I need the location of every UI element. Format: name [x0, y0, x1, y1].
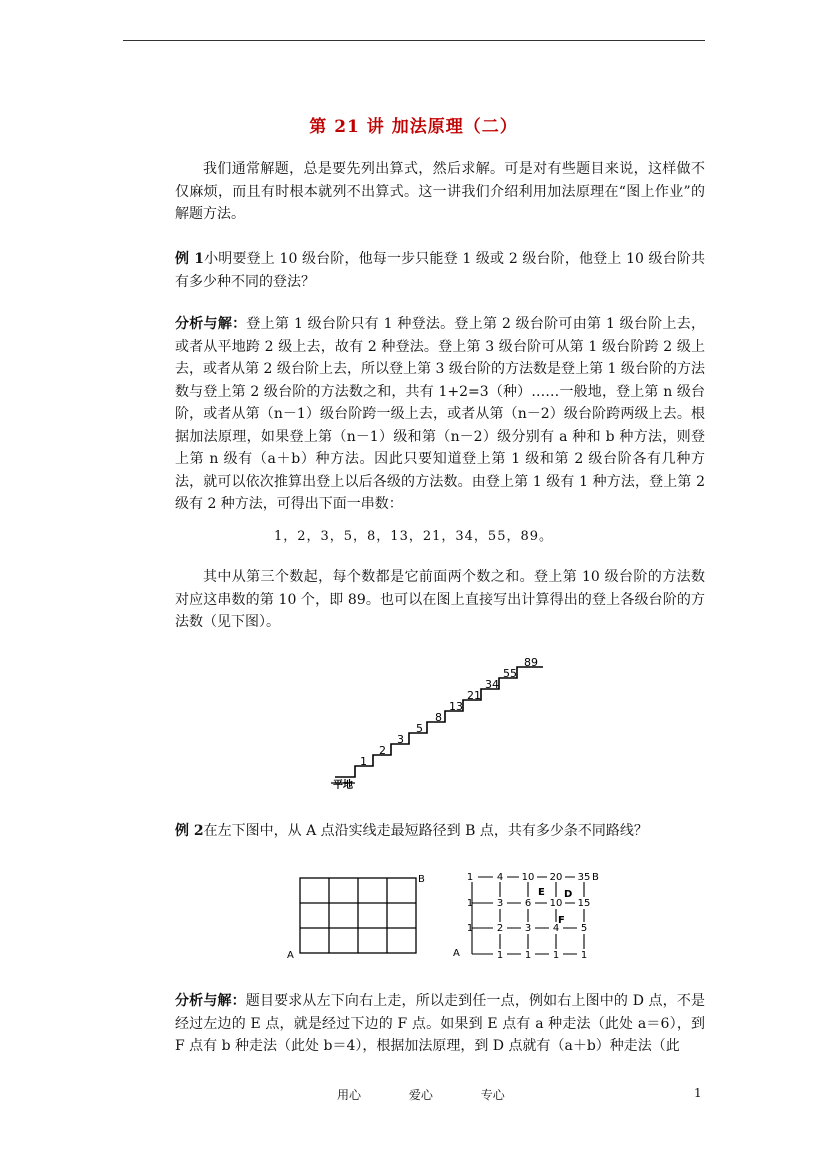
- step-values: [360, 656, 538, 768]
- analysis-1-text: 登上第 1 级台阶只有 1 种登法。登上第 2 级台阶可由第 1 级台阶上去，或者从平地跨 2 级上去，故有 2 种登法。登上第 3 级台阶可从第 1 级台阶跨 2 级上去，或者从第 2 级台阶上去，所以登上第 3 级台阶的方法数是登上第 1 级台阶的方法数与登上第 2 级台阶的方法数之和，共有 1+2=3（种）……一般地，登上第 n 级台阶，或者从第（n－1）级台阶跨一级上去，或者从第（n－2）级台阶跨两级上去。根据加法原理，如果登上第（n－1）级和第（n－2）级分别有 a 种和 b 种方法，则登上第 n 级有（a＋b）种方法。因此只要知道登上第 1 级和第 2 级台阶各有几种方法，就可以依次推算出登上以后各级的方法数。由登上第 1 级有 1 种方法，登上第 2 级有 2 种方法，可得出下面一串数：: [175, 316, 706, 512]
- example-2: [175, 820, 705, 843]
- after-sequence-paragraph: 其中从第三个数起，每个数都是它前面两个数之和。登上第 10 级台阶的方法数对应这串数的第 10 个，即 89。也可以在图上直接写出计算得出的登上各级台阶的方法数（见下图）。: [175, 569, 705, 630]
- count-cell: 35: [577, 872, 591, 883]
- count-cell: 5: [580, 923, 588, 934]
- count-cell: 10: [549, 898, 563, 909]
- count-cell: 6: [524, 898, 532, 909]
- step-value: 55: [503, 667, 517, 680]
- step-value: 2: [379, 744, 386, 757]
- count-cell: 3: [524, 923, 532, 934]
- count-cell: 15: [577, 898, 591, 909]
- point-a-label: A: [453, 948, 460, 959]
- page-number: 1: [694, 1086, 702, 1100]
- example-1-label: 例 1: [175, 251, 204, 267]
- analysis-1-label: 分析与解：: [175, 316, 247, 332]
- page-title: 第 21 讲 加法原理（二）: [309, 117, 518, 137]
- count-cell: 1: [580, 950, 588, 961]
- step-value: 1: [360, 755, 367, 768]
- point-f-label: F: [558, 915, 565, 926]
- count-cell: 2: [496, 923, 504, 934]
- analysis-2-text: 题目要求从左下向右上走，所以走到任一点，例如右上图中的 D 点，不是经过左边的 E 点，就是经过下边的 F 点。如果到 E 点有 a 种走法（此处 a＝6），到 F 点有 b 种走法（此处 b＝4），根据加法原理，到 D 点就有（a＋b）种走法（此: [175, 993, 706, 1054]
- count-cell: 4: [496, 872, 504, 883]
- step-value: 3: [397, 733, 404, 746]
- example-1: [175, 248, 705, 293]
- count-cell: 3: [496, 898, 504, 909]
- step-value: 21: [467, 689, 481, 702]
- footer-motto: [337, 1086, 527, 1103]
- count-cell: 1: [466, 898, 474, 909]
- header-rule: [123, 40, 705, 41]
- count-cell: 10: [521, 872, 535, 883]
- motto-word: 用心: [337, 1088, 362, 1102]
- analysis-2-label: 分析与解：: [175, 993, 246, 1009]
- fibonacci-sequence: 1，2，3，5，8，13，21，34，55，89。: [273, 529, 554, 544]
- grid-figure: [283, 870, 433, 965]
- count-cell: 1: [466, 872, 474, 883]
- motto-word: 专心: [480, 1088, 505, 1102]
- step-value: 89: [524, 656, 538, 669]
- step-value: 34: [485, 678, 499, 691]
- point-b-label: B: [418, 874, 425, 885]
- point-e-label: E: [538, 887, 545, 898]
- intro-paragraph: 我们通常解题，总是要先列出算式，然后求解。可是对有些题目来说，这样做不仅麻烦，而且有时根本就列不出算式。这一讲我们介绍利用加法原理在“图上作业”的解题方法。: [175, 161, 705, 222]
- count-cell: 1: [466, 923, 474, 934]
- example-1-text: 小明要登上 10 级台阶，他每一步只能登 1 级或 2 级台阶，他登上 10 级台阶共有多少种不同的登法？: [175, 251, 705, 290]
- point-d-label: D: [564, 889, 573, 900]
- count-cell: 1: [524, 950, 532, 961]
- analysis-2: [175, 990, 705, 1058]
- point-b-label: B: [592, 872, 599, 883]
- analysis-1: [175, 313, 705, 516]
- count-cell: 1: [496, 950, 504, 961]
- example-2-label: 例 2: [175, 823, 204, 839]
- motto-word: 爱心: [408, 1088, 433, 1102]
- step-value: 8: [435, 711, 442, 724]
- count-cell: 4: [552, 923, 560, 934]
- point-a-label: A: [287, 950, 294, 961]
- step-value: 13: [449, 700, 463, 713]
- step-value: 5: [416, 722, 423, 735]
- staircase-figure: [325, 655, 555, 795]
- ground-label: 平地: [333, 780, 353, 791]
- counted-grid-figure: [450, 866, 610, 966]
- count-cell: 20: [549, 872, 563, 883]
- example-2-text: 在左下图中，从 A 点沿实线走最短路径到 B 点，共有多少条不同路线？: [203, 823, 648, 839]
- count-cell: 1: [552, 950, 560, 961]
